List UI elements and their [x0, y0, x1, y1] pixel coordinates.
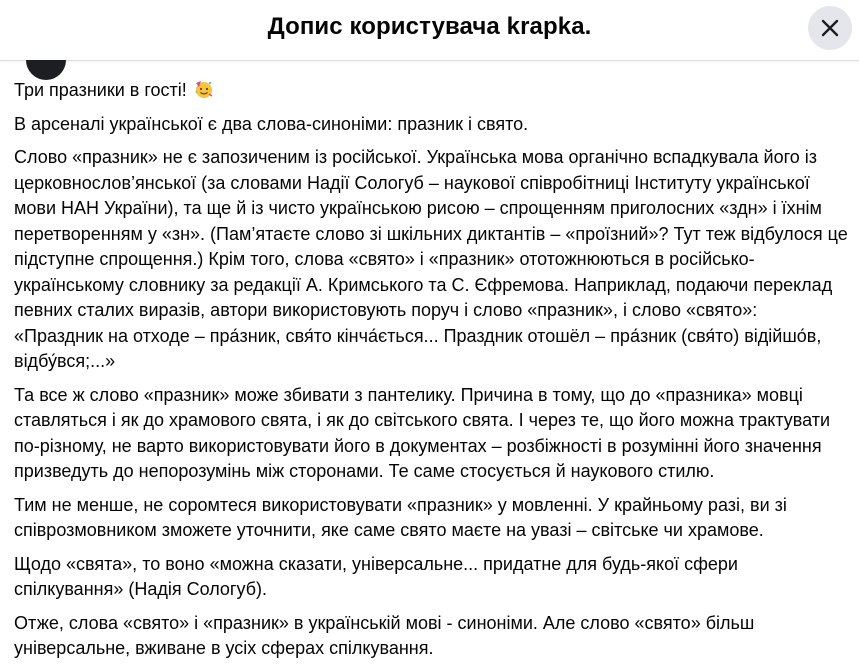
close-button[interactable] — [808, 6, 852, 50]
dialog-header — [0, 0, 859, 61]
party-face-emoji-icon — [194, 79, 214, 99]
post-paragraph: В арсеналі української є два слова-синоніми: празник і свято. — [14, 113, 529, 134]
post-paragraph — [14, 78, 849, 104]
close-icon — [820, 18, 840, 38]
post-paragraph: Слово «празник» не є запозиченим із російської. Українська мова органічно вспадкувала його із церковнослов’янської (за словами Надії Сологуб – наукової співробітниці Інституту української мови НАН України), та ще й із чисто українською рисою – спрощенням приголосних «здн» і їхнім перетворенням у «зн». (Пам’ятаєте слово зі шкільних диктантів – «проїзний»? Тут теж відбулося це підступне спрощення.) Крім того, слова «свято» і «празник» ототожнюються в російсько-українському словнику за редакції А. Кримського та С. Єфремова. Наприклад, подаючи переклад певних сталих виразів, автори використовують поруч і слово «празник», і слово «свято»: «Праздник на отходе – пра́зник, свя́то кінча́ється... Праздник отошёл – пра́зник (свя́то) відійшо́в, відбу́вся;...» — [14, 147, 848, 371]
dialog-title: Допис користувача krapka. — [267, 13, 592, 40]
post-paragraph: Щодо «свята», то воно «можна сказати, універсальне... придатне для будь-якої сфери спілкування» (Надія Сологуб). — [14, 553, 738, 599]
post-intro-text: Три празники в гості! — [14, 80, 187, 100]
post-paragraph: Отже, слова «свято» і «празник» в українській мові - синоніми. Але слово «свято» більш універсальне, вживане в усіх сферах спілкування. — [14, 612, 755, 658]
post-body — [14, 78, 849, 664]
post-paragraph: Тим не менше, не соромтеся використовувати «празник» у мовленні. У крайньому разі, ви зі співрозмовником зможете уточнити, яке саме свято маєте на увазі – світське чи храмове. — [14, 494, 787, 540]
post-paragraph: Та все ж слово «празник» може збивати з пантелику. Причина в тому, що до «празника» мовці ставляться і як до храмового свята, і як до світського свята. І через те, що його можна трактувати по-різному, не варто використовувати його в документах – розбіжності в розумінні його значення призведуть до непорозумінь між сторонами. Те саме стосується й наукового стилю. — [14, 384, 831, 481]
